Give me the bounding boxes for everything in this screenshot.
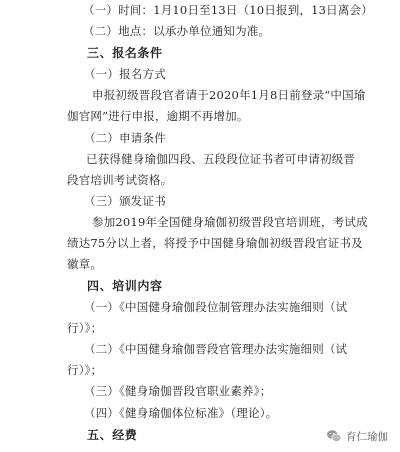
watermark-text: 育仁瑜伽 (346, 430, 388, 443)
watermark (322, 426, 394, 446)
subheading-application-conditions: （二）申请条件 (84, 131, 166, 145)
text-line-conditions-1: 已获得健身瑜伽四段、五段段位证书者可申请初级晋 (86, 152, 356, 166)
text-line-registration-2: 伽官网”进行申报，逾期不再增加。 (67, 109, 249, 123)
text-line-content-2b: 行）》； (67, 363, 103, 377)
text-line-certificate-2: 绩达75分以上者，将授予中国健身瑜伽初级晋段官证书及 (67, 236, 363, 250)
section-heading-fees: 五、经费 (87, 428, 138, 442)
text-line-certificate-3: 徽章。 (67, 257, 103, 271)
text-line-content-1b: 行）》； (67, 321, 103, 335)
text-line-conditions-2: 段官培训考试资格。 (67, 173, 173, 187)
text-line-content-3: （三）《健身瑜伽晋段官职业素养》； (84, 384, 272, 398)
text-line-certificate-1: 参加2019年全国健身瑜伽初级晋段官培训班，考试成 (92, 215, 368, 229)
text-line-content-1a: （一）《中国健身瑜伽段位制管理办法实施细则（试 (84, 300, 348, 314)
text-line-location: （二）地点：以承办单位通知为准。 (83, 24, 271, 38)
subheading-registration-method: （一）报名方式 (84, 67, 166, 81)
text-line-content-4: （四）《健身瑜伽体位标准》（理论）。 (84, 406, 278, 420)
text-line-content-2a: （二）《中国健身瑜伽晋段官管理办法实施细则（试 (84, 342, 348, 356)
section-heading-registration: 三、报名条件 (87, 46, 163, 60)
section-heading-training-content: 四、培训内容 (87, 279, 163, 293)
text-line-time: （一）时间：1月10日至13日（10日报到，13日离会） (83, 3, 373, 17)
wechat-icon (326, 428, 342, 444)
text-line-registration-1: 申报初级晋段官者请于2020年1月8日前登录“中国瑜 (92, 88, 366, 102)
subheading-certificate: （三）颁发证书 (84, 194, 166, 208)
